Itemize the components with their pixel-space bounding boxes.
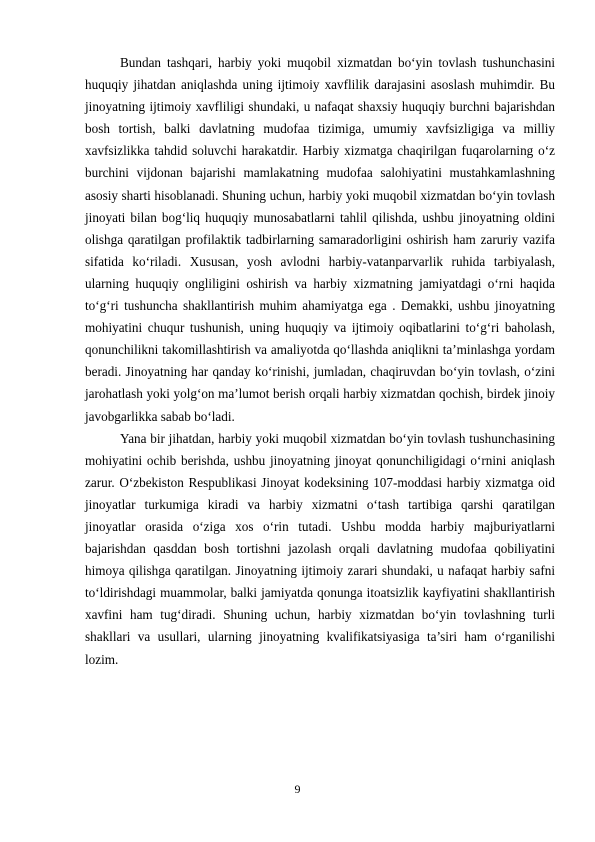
paragraph-2: Yana bir jihatdan, harbiy yoki muqobil xizmatdan bo‘yin tovlash tushunchasining mohiyatini ochib berishda, ushbu jinoyatning jinoyat qonunchiligidagi o‘rnini aniqlash zarur. O‘zbekiston Respublikasi Jinoyat kodeksining 107-moddasi harbiy xizmatga oid jinoyatlar turkumiga kiradi va harbiy xizmatni o‘tash tartibiga qarshi qaratilgan jinoyatlar orasida o‘ziga xos o‘rin tutadi. Ushbu modda harbiy majburiyatlarni bajarishdan qasddan bosh tortishni jazolash orqali davlatning mudofaa qobiliyatini himoya qilishga qaratilgan. Jinoyatning ijtimoiy zarari shundaki, u nafaqat harbiy safni to‘ldirishdagi muammolar, balki jamiyatda qonunga itoatsizlik kayfiyatini shakllantirish xavfini ham tug‘diradi. Shuning uchun, harbiy xizmatdan bo‘yin tovlashning turli shakllari va usullari, ularning jinoyatning kvalifikatsiyasiga ta’siri ham o‘rganilishi lozim. (85, 430, 555, 667)
document-body (85, 52, 555, 671)
page-number: 9 (294, 782, 301, 796)
paragraph-1: Bundan tashqari, harbiy yoki muqobil xizmatdan bo‘yin tovlash tushunchasini huquqiy jihatdan aniqlashda uning ijtimoiy xavflilik darajasini asoslash muhimdir. Bu jinoyatning ijtimoiy xavfliligi shundaki, u nafaqat shaxsiy huquqiy burchni bajarishdan bosh tortish, balki davlatning mudofaa tizimiga, umumiy xavfsizligiga va milliy xavfsizlikka tahdid soluvchi harakatdir. Harbiy xizmatga chaqirilgan fuqarolarning o‘z burchini vijdonan bajarishi mamlakatning mudofaa salohiyatini mustahkamlashning asosiy sharti hisoblanadi. Shuning uchun, harbiy yoki muqobil xizmatdan bo‘yin tovlash jinoyati bilan bog‘liq huquqiy munosabatlarni tahlil qilishda, ushbu jinoyatning oldini olishga qaratilgan profilaktik tadbirlarning samaradorligini oshirish ham zaruriy vazifa sifatida ko‘riladi. Xususan, yosh avlodni harbiy-vatanparvarlik ruhida tarbiyalash, ularning huquqiy ongliligini oshirish va harbiy xizmatning jamiyatdagi o‘rni haqida to‘g‘ri tushuncha shakllantirish muhim ahamiyatga ega . Demakki, ushbu jinoyatning mohiyatini chuqur tushunish, uning huquqiy va ijtimoiy oqibatlarini to‘g‘ri baholash, qonunchilikni takomillashtirish va amaliyotda qo‘llashda aniqlikni ta’minlashga yordam beradi. Jinoyatning har qanday ko‘rinishi, jumladan, chaqiruvdan bo‘yin tovlash, o‘zini jarohatlash yoki yolg‘on ma’lumot berish orqali harbiy xizmatdan qochish, birdek jinoiy javobgarlikka sabab bo‘ladi. (85, 55, 555, 424)
